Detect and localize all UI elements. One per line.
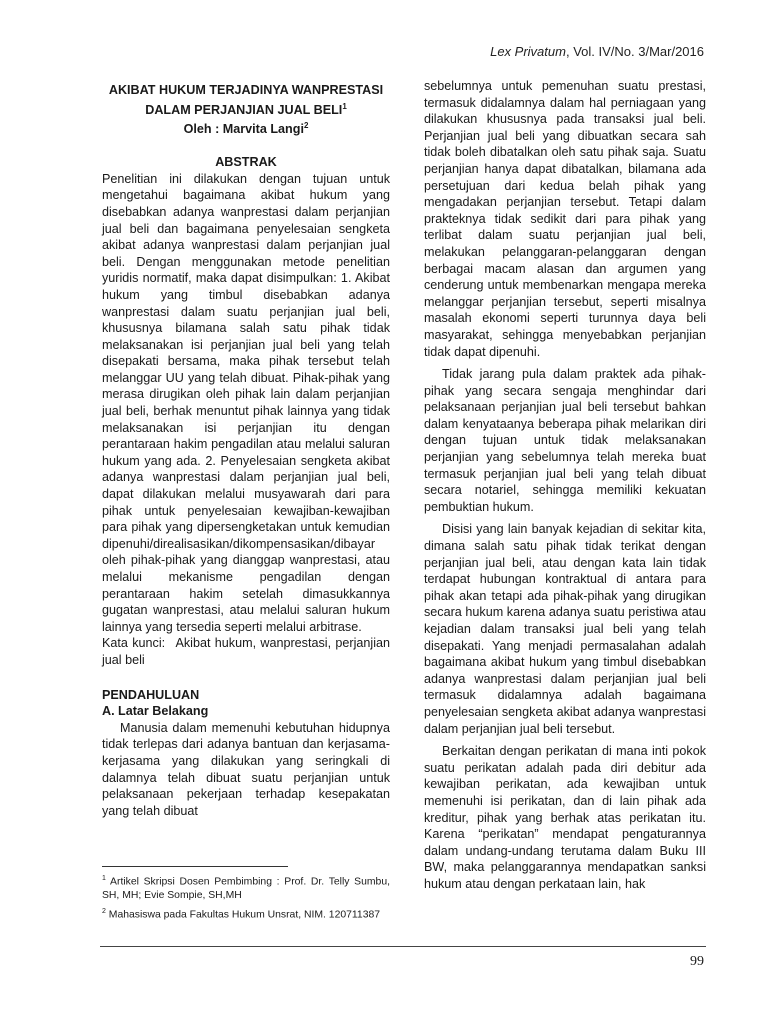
title-footnote-ref[interactable]: 1 xyxy=(342,101,347,111)
subsection-title: Latar Belakang xyxy=(118,704,209,719)
right-paragraph-3: Disisi yang lain banyak kejadian di sekitar kita, dimana salah satu pihak tidak terikat dengan perjanjian jual beli, atau dengan kata lain tidak terdapat hubungan kontraktual di antara para pihak akan tetapi ada pihak-pihak yang dirugikan secara hukum karena adanya suatu peristiwa atau kejadian dalam transaksi jual beli yang telah disepakati. Yang menjadi permasalahan adalah bagaimana akibat hukum yang timbul disebabkan adanya wanprestasi dalam perjanjian jual beli termasuk didalamnya adalah bagaimana penyelesaian sengketa akibat adanya wanprestasi dalam perjanjian jual beli tersebut. xyxy=(424,522,706,736)
keywords-label: Kata kunci: xyxy=(102,636,166,651)
keywords-value: Akibat hukum, wanprestasi, perjanjian jual beli xyxy=(102,636,391,667)
subsection-heading xyxy=(102,703,390,720)
left-column xyxy=(102,82,390,819)
right-paragraph-2: Tidak jarang pula dalam praktek ada pihak-pihak yang secara sengaja menghindar dari pelaksanaan perjanjian jual beli tersebut bahkan dalam kenyataanya beberapa pihak melarikan diri dengan tujuan untuk tidak melaksanakan perjanjian yang sebelumnya telah mereka buat termasuk perjanjian jual beli yang telah dibuat secara notariel, sehingga memiliki kekuatan pembuktian hukum. xyxy=(424,367,706,514)
footnote-1-number: 1 xyxy=(102,875,106,882)
footnotes xyxy=(102,872,390,924)
abstract-text: Penelitian ini dilakukan dengan tujuan untuk mengetahui bagaimana akibat hukum yang disebabkan adanya wanprestasi dalam perjanjian jual beli dan bagaimana penyelesaian sengketa akibat adanya wanprestasi dalam perjanjian jual beli. Dengan menggunakan metode penelitian yuridis normatif, maka dapat disimpulkan: 1. Akibat hukum yang timbul disebabkan adanya wanprestasi dalam suatu perjanjian jual beli, khususnya bilamana salah satu pihak tidak melaksanakan isi perjanjian jual beli yang telah disepakati bersama, maka pihak tersebut telah melanggar UU yang telah dibuat. Pihak-pihak yang merasa dirugikan oleh pihak lain dalam perjanjian jual beli, berhak menuntut pihak lainnya yang tidak melaksanakan isi perjanjian itu dengan perantaraan hakim pengadilan atau melalui saluran hukum yang ada. 2. Penyelesaian sengketa akibat adanya wanprestasi dalam perjanjian jual beli, dapat dilakukan melalui musyawarah dari para pihak untuk penyelesaian kewajiban-kewajiban para pihak yang dipersengketakan untuk kemudian dipenuhi/direalisasikan/dikompensasikan/dibayar oleh pihak-pihak yang dianggap wanprestasi, atau melalui mekanisme pengadilan dengan perantaraan hakim setelah dimasukkannya gugatan wanprestasi, atau melalui saluran hukum lainnya yang tersedia seperti melalui arbitrase. xyxy=(102,171,390,634)
title-line-1: AKIBAT HUKUM TERJADINYA WANPRESTASI xyxy=(108,83,384,97)
abstract-heading: ABSTRAK xyxy=(215,155,277,170)
page-number: 99 xyxy=(690,954,704,969)
author-footnote-ref[interactable]: 2 xyxy=(303,121,309,131)
title-line-2: DALAM PERJANJIAN JUAL BELI xyxy=(145,102,343,117)
right-paragraph-4: Berkaitan dengan perikatan di mana inti pokok suatu perikatan adalah pada diri debitur ada kewajiban perikatan, ada kewajiban untuk memenuhi isi perikatan, dan di lain pihak ada kreditur, pihak yang berhak atas perikatan itu. Karena “perikatan” mendapat pengaturannya dalam undang-undang terutama dalam Buku III BW, maka pelanggarannya mendapatkan sanksi hukum atau dengan perkataan lain, hak xyxy=(424,744,706,891)
keywords xyxy=(102,635,390,668)
article-title xyxy=(102,82,390,118)
section-heading-pendahuluan: PENDAHULUAN xyxy=(102,687,200,702)
journal-issue: , Vol. IV/No. 3/Mar/2016 xyxy=(565,44,704,59)
footnote-1 xyxy=(102,872,390,903)
page-footer-rule xyxy=(100,946,706,947)
subsection-letter: A. xyxy=(102,704,115,719)
author-line xyxy=(102,118,390,138)
footnote-2-number: 2 xyxy=(102,907,106,915)
footnote-2 xyxy=(102,905,390,922)
author-name: Oleh : Marvita Langi xyxy=(183,122,304,137)
right-paragraph-1: sebelumnya untuk pemenuhan suatu prestasi, termasuk didalamnya dalam hal perniagaan yang dilakukan khususnya pada transaksi jual beli. Perjanjian jual beli yang dibuatkan secara sah tidak boleh dibatalkan oleh satu pihak saja. Suatu perjanjian hanya dapat dibatalkan, bilamana ada persetujuan dari kedua belah pihak yang mengadakan perjanjian tersebut. Tetapi dalam prakteknya tidak sedikit dari para pihak yang terlibat dalam suatu perjanjian jual beli, melakukan pelanggaran-pelanggaran dengan berbagai macam alasan dan argumen yang cenderung untuk membenarkan mengapa mereka melanggar perjanjian tersebut, seperti misalnya masalah ekonomi seperti turunnya daya beli masyarakat, sehingga menyebabkan perjanjian tidak dapat dipenuhi. xyxy=(424,79,706,359)
right-column xyxy=(424,78,706,893)
journal-name: Lex Privatum xyxy=(490,44,566,59)
intro-paragraph-1: Manusia dalam memenuhi kebutuhan hidupnya tidak terlepas dari adanya bantuan dan kerjasama-kerjasama yang dilakukan yang seringkali di dalamnya telah dibuat suatu perjanjian untuk pelaksanaan pekerjaan terhadap kesepakatan yang telah dibuat xyxy=(102,720,390,818)
journal-header xyxy=(490,44,704,59)
footnote-1-text: Artikel Skripsi Dosen Pembimbing : Prof. Dr. Telly Sumbu, SH, MH; Evie Sompie, SH,MH xyxy=(102,876,390,902)
footnote-2-text: Mahasiswa pada Fakultas Hukum Unsrat, NIM. 120711387 xyxy=(108,909,381,921)
footnote-divider xyxy=(102,866,288,867)
